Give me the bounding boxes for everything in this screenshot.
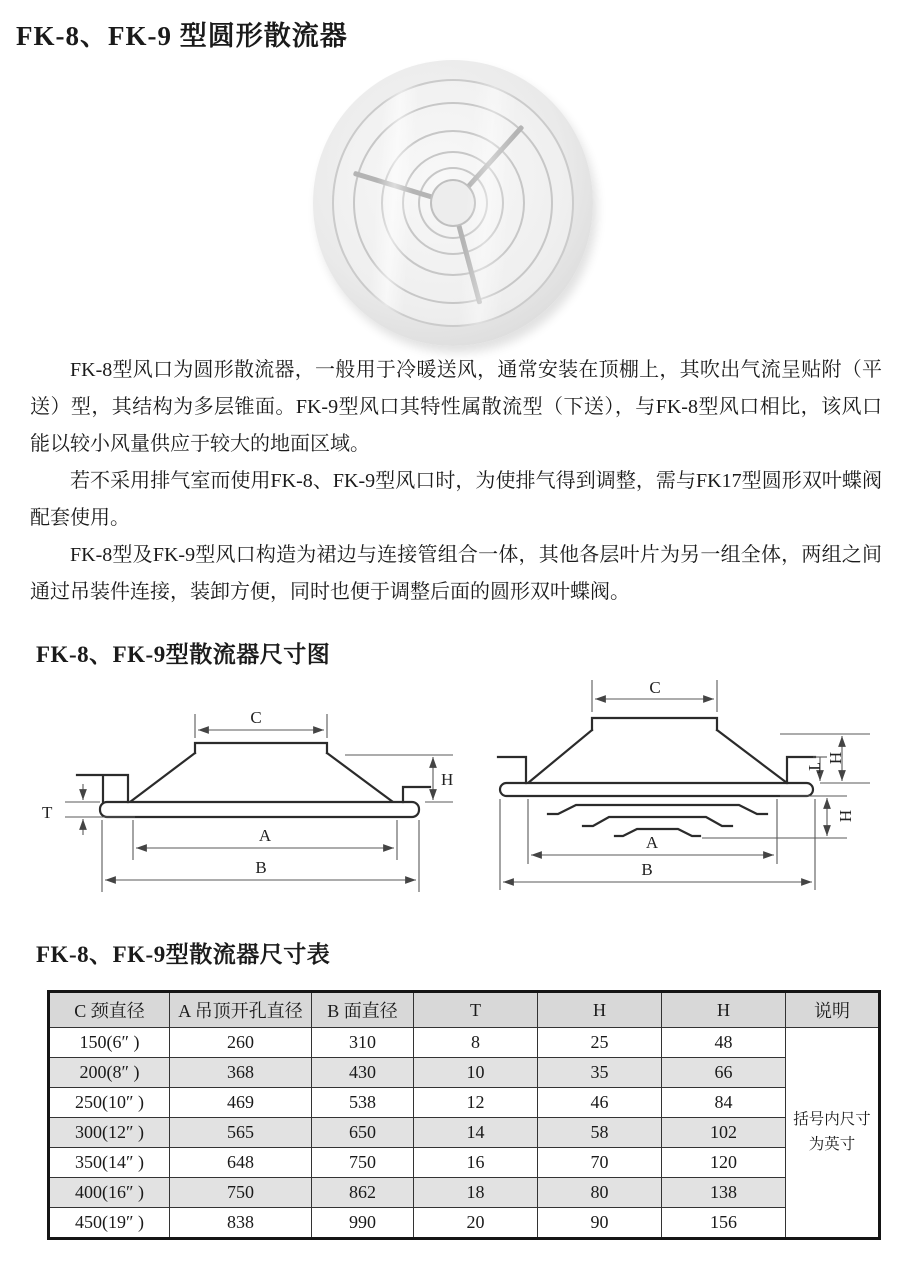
dim-label-h-top: H [826,751,845,765]
photo-highlight [332,79,574,327]
paragraph: 若不采用排气室而使用FK-8、FK-9型风口时，为使排气得到调整，需与FK17型圆形双叶蝶阀配套使用。 [30,470,882,529]
table-row [49,1118,880,1148]
col-header-a: A 吊顶开孔直径 [170,992,312,1028]
table-header-row [49,992,880,1028]
dim-label-c: C [250,708,262,727]
flange [500,783,813,796]
table-cell: 16 [414,1148,538,1178]
table-cell: 862 [312,1178,414,1208]
table-cell: 14 [414,1118,538,1148]
table-cell: 565 [170,1118,312,1148]
cone-layer-2 [583,817,732,826]
fk8-dimension-drawing [40,690,465,905]
cone-outline [130,743,393,802]
dim-label-b: B [255,858,267,877]
cone-layer-1 [548,805,767,814]
table-row [49,1178,880,1208]
page-title: FK-8、FK-9 型圆形散流器 [16,21,348,51]
table-cell: 310 [312,1028,414,1058]
size-table-body [49,1028,880,1239]
table-row [49,1028,880,1058]
dim-label-t: T [805,762,824,774]
size-table [47,990,881,1240]
table-row [49,1208,880,1239]
table-cell: 990 [312,1208,414,1239]
paragraph: FK-8型及FK-9型风口构造为裙边与连接管组合一体，其他各层叶片为另一组全体，两组之间通过吊装件连接，装卸方便，同时也便于调整后面的圆形双叶蝶阀。 [30,544,882,603]
left-hook [77,775,128,802]
table-cell: 70 [538,1148,662,1178]
table-row [49,1148,880,1178]
table-cell: 648 [170,1148,312,1178]
dimension-diagram-heading: FK-8、FK-9型散流器尺寸图 [36,642,331,667]
table-cell: 25 [538,1028,662,1058]
dim-label-c: C [649,678,661,697]
table-cell: 80 [538,1178,662,1208]
table-cell: 20 [414,1208,538,1239]
table-row [49,1058,880,1088]
table-note-cell: 括号内尺寸为英寸 [786,1028,880,1239]
table-cell: 48 [662,1028,786,1058]
dim-label-a: A [258,826,272,845]
table-cell: 469 [170,1088,312,1118]
dimension-table-heading: FK-8、FK-9型散流器尺寸表 [36,942,331,967]
col-header-note: 说明 [786,992,880,1028]
dim-label-t: T [42,803,53,822]
paragraph: FK-8型风口为圆形散流器，一般用于冷暖送风，通常安装在顶棚上，其吹出气流呈贴附（平送）型，其结构为多层锥面。FK-9型风口其特性属散流型（下送），与FK-8型风口相比，该风口能以较小风量供应于较大的地面区域。 [30,359,882,455]
table-cell: 430 [312,1058,414,1088]
fk9-dimension-drawing [475,672,905,907]
table-cell: 8 [414,1028,538,1058]
table-cell: 10 [414,1058,538,1088]
table-cell: 58 [538,1118,662,1148]
table-cell: 138 [662,1178,786,1208]
table-cell: 538 [312,1088,414,1118]
col-header-h1: H [538,992,662,1028]
dim-label-b: B [641,860,653,879]
intro-paragraphs [30,352,882,611]
col-header-b: B 面直径 [312,992,414,1028]
col-header-c: C 颈直径 [49,992,170,1028]
diffuser-photo [313,60,593,348]
table-cell: 46 [538,1088,662,1118]
col-header-t: T [414,992,538,1028]
table-cell: 368 [170,1058,312,1088]
table-cell: 156 [662,1208,786,1239]
table-cell: 84 [662,1088,786,1118]
col-header-h2: H [662,992,786,1028]
table-cell: 450(19″ ) [49,1208,170,1239]
table-cell: 300(12″ ) [49,1118,170,1148]
cone-outline [528,718,787,783]
flange [100,802,419,817]
dim-label-h: H [441,770,454,789]
dim-label-a: A [645,833,659,852]
table-cell: 150(6″ ) [49,1028,170,1058]
left-hook [498,757,526,783]
table-cell: 650 [312,1118,414,1148]
dim-label-h-bottom: H [836,809,855,823]
right-hook [403,787,430,802]
table-cell: 66 [662,1058,786,1088]
table-cell: 120 [662,1148,786,1178]
table-cell: 200(8″ ) [49,1058,170,1088]
table-cell: 250(10″ ) [49,1088,170,1118]
table-cell: 400(16″ ) [49,1178,170,1208]
table-cell: 750 [312,1148,414,1178]
table-cell: 838 [170,1208,312,1239]
table-cell: 350(14″ ) [49,1148,170,1178]
table-cell: 35 [538,1058,662,1088]
table-cell: 90 [538,1208,662,1239]
table-row [49,1088,880,1118]
table-cell: 12 [414,1088,538,1118]
table-cell: 18 [414,1178,538,1208]
table-cell: 102 [662,1118,786,1148]
table-cell: 750 [170,1178,312,1208]
table-cell: 260 [170,1028,312,1058]
